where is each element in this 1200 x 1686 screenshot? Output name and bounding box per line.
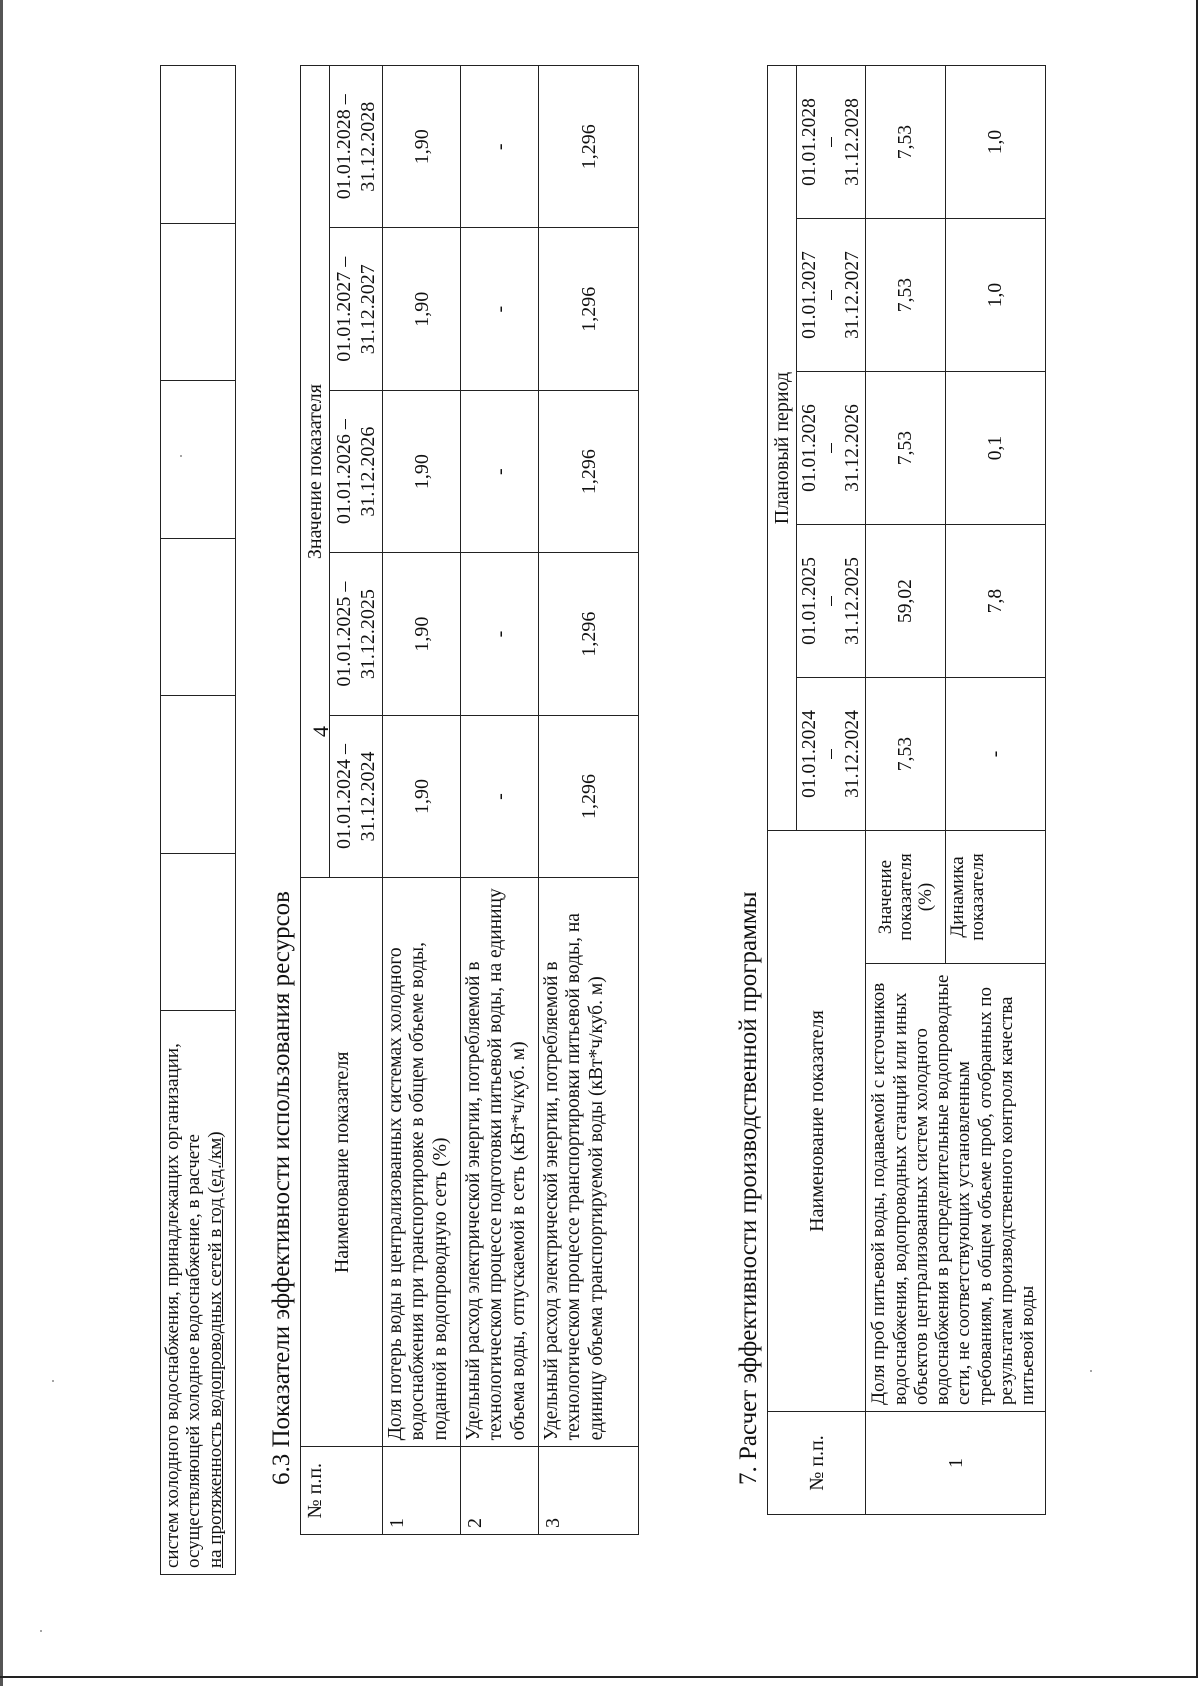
value-cell: 7,53 [866,678,946,831]
col-name-header: Наименование показателя [301,878,383,1447]
sub-indicator-dynamics: Динамика показателя [946,831,1046,964]
value-cell: 1,0 [946,219,1046,372]
value-cell: 1,90 [383,715,461,877]
table-row [866,66,946,1515]
indicator-name: Доля потерь воды в централизованных системах холодного водоснабжения при транспортировке в общем объеме воды, поданной в водопроводную сеть (%) [383,878,461,1447]
period-header: 01.01.2024 – 31.12.2024 [330,715,383,877]
period-header: 01.01.2027 – 31.12.2027 [797,219,866,372]
col-no-header: № п.п. [301,1447,383,1535]
value-cell: 1,90 [383,390,461,552]
value-cell: - [461,66,539,228]
sub-indicator-value: Значение показателя (%) [866,831,946,964]
continued-table [160,65,236,1575]
scan-speck [40,1630,42,1632]
value-cell [161,66,236,224]
value-cell: 7,53 [866,219,946,372]
period-header: 01.01.2027 – 31.12.2027 [330,228,383,390]
value-cell: - [461,553,539,715]
value-cell: 1,90 [383,228,461,390]
value-cell [161,696,236,854]
page-number: 4 [308,726,333,737]
value-cell: 7,53 [866,66,946,219]
name-line: осуществляющей холодное водоснабжение, в расчете [183,1134,205,1568]
value-cell [161,223,236,381]
indicator-name: Доля проб питьевой воды, подаваемой с источников водоснабжения, водопроводных станций или иных объектов централизованных систем холодного водоснабжения в распределительные водопроводные сети, не соответствующих установленным требованиям, в общем объеме проб, отобранных по результатам производственного контроля качества питьевой воды [866,964,1046,1412]
section-7-title: 7. Расчет эффективности производственной программы [735,891,762,1485]
col-value-header: Значение показателя [301,66,330,878]
value-cell [161,853,236,1011]
value-cell: 1,90 [383,66,461,228]
table-row [461,66,539,1535]
value-cell: 1,0 [946,66,1046,219]
period-header: 01.01.2028 – 31.12.2028 [797,66,866,219]
row-number: 1 [383,1447,461,1535]
scan-speck [52,1380,54,1382]
table-row [161,66,236,1575]
value-cell: 59,02 [866,525,946,678]
period-header: 01.01.2024 – 31.12.2024 [797,678,866,831]
row-number: 3 [539,1447,639,1535]
value-cell: - [461,390,539,552]
table-row [383,66,461,1535]
program-efficiency-table [767,65,1046,1515]
header-row [301,66,330,1535]
value-cell [161,381,236,539]
col-name-header: Наименование показателя [768,831,866,1412]
period-header: 01.01.2026 – 31.12.2026 [797,372,866,525]
value-cell: 1,296 [539,553,639,715]
period-header: 01.01.2026 – 31.12.2026 [330,390,383,552]
value-cell [161,538,236,696]
header-row [768,66,797,1515]
value-cell: 1,296 [539,715,639,877]
resource-efficiency-table [300,65,639,1535]
name-line: на протяженность водопроводных сетей в год (ед./км) [204,1131,226,1568]
value-cell: 1,296 [539,390,639,552]
indicator-name-cell [161,1011,236,1575]
rotated-page-content [160,65,1170,1575]
value-cell: 0,1 [946,372,1046,525]
period-header: 01.01.2028 – 31.12.2028 [330,66,383,228]
period-header: 01.01.2025 – 31.12.2025 [797,525,866,678]
indicator-name: Удельный расход электрической энергии, потребляемой в технологическом процессе транспортировки питьевой воды, на единицу объема транспортируемой воды (кВт*ч/куб. м) [539,878,639,1447]
value-cell: - [461,715,539,877]
indicator-name: Удельный расход электрической энергии, потребляемой в технологическом процессе подготовки питьевой воды, на единицу объема воды, отпускаемой в сеть (кВт*ч/куб. м) [461,878,539,1447]
value-cell: 1,90 [383,553,461,715]
value-cell: - [946,678,1046,831]
col-period-header: Плановый период [768,66,797,831]
value-cell: 1,296 [539,228,639,390]
section-63-title: 6.3 Показатели эффективности использования ресурсов [268,891,295,1485]
scan-speck [1090,1370,1092,1372]
scan-speck [180,455,182,457]
value-cell: 7,53 [866,372,946,525]
value-cell: 7,8 [946,525,1046,678]
row-number: 2 [461,1447,539,1535]
table-row [539,66,639,1535]
value-cell: 1,296 [539,66,639,228]
value-cell: - [461,228,539,390]
period-header: 01.01.2025 – 31.12.2025 [330,553,383,715]
col-no-header: № п.п. [768,1412,866,1515]
row-number: 1 [866,1412,1046,1515]
name-line: систем холодного водоснабжения, принадлежащих организации, [162,1043,183,1568]
